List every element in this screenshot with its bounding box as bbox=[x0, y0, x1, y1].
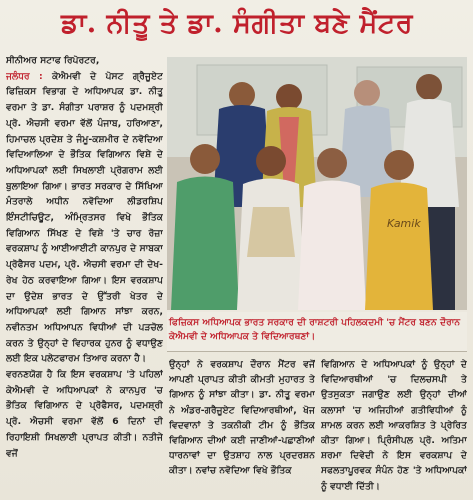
dateline-place: ਜਲੰਧਰ : bbox=[6, 70, 43, 82]
headline: ਡਾ. ਨੀਤੂ ਤੇ ਡਾ. ਸੰਗੀਤਾ ਬਣੇ ਮੈਂਟਰ bbox=[61, 8, 413, 39]
group-photo bbox=[167, 57, 467, 310]
byline: ਸੀਨੀਅਰ ਸਟਾਫ ਰਿਪੋਰਟਰ, bbox=[6, 55, 100, 66]
photo-caption: ਫਿਜ਼ਿਕਸ ਅਧਿਆਪਕ ਭਾਰਤ ਸਰਕਾਰ ਦੀ ਰਾਸ਼ਟਰੀ ਪਹਿਲਕਦਮੀ 'ਚ ਮੈਂਟਰ ਬਣਨ ਦੌਰਾਨ ਕੇਐਮਵੀ ਦੇ ਅਧਿਆਪਕ ਤੇ ਵਿਦਿਆਰਥਣਾਂ। bbox=[167, 312, 467, 352]
article-middle-column: ਉਨ੍ਹਾਂ ਨੇ ਵਰਕਸ਼ਾਪ ਦੌਰਾਨ ਮੈਂਟਰ ਵਜੋਂ ਆਪਣੀ ਪ੍ਰਾਪਤ ਕੀਤੀ ਕੀਮਤੀ ਮੁਹਾਰਤ ਤੇ ਗਿਆਨ ਨੂੰ ਸਾਂਝਾ ਕੀਤਾ। ਡਾ. ਨੀਤੂ ਵਰਮਾ ਨੇ ਅੰਡਰ-ਗਰੈਜੂਏਟ ਵਿਦਿਆਰਥੀਆਂ, ਖੋਜ ਵਿਦਵਾਨਾਂ ਤੇ ਤਕਨੀਕੀ ਟੀਮ ਨੂੰ ਭੌਤਿਕ ਵਿਗਿਆਨ ਦੀਆਂ ਕਈ ਜਾਣੀਆਂ-ਪਛਾਣੀਆਂ ਧਾਰਨਾਵਾਂ ਦਾ ਉਤਸ਼ਾਹ ਨਾਲ ਪ੍ਰਦਰਸ਼ਨ ਕੀਤਾ। ਨਵਾਂਚ ਨਵੋਦਿਆ ਵਿਖੇ ਭੌਤਿਕ bbox=[169, 359, 315, 477]
article-paragraph-2: ਵਰਨਣਯੋਗ ਹੈ ਕਿ ਇਸ ਵਰਕਸ਼ਾਪ 'ਤੇ ਪਹਿਲਾਂ ਕੇਐਮਵੀ ਦੇ ਅਧਿਆਪਕਾਂ ਨੇ ਕਾਨਪੁਰ 'ਚ ਭੌਤਿਕ ਵਿਗਿਆਨ ਦੇ ਪ੍ਰੋਫੈਸਰ, ਪਦਮਸ਼੍ਰੀ ਪ੍ਰੋ. ਐਚਸੀ ਵਰਮਾ ਵੱਲੋਂ 6 ਦਿਨਾਂ ਦੀ ਰਿਹਾਇਸ਼ੀ ਸਿਖਲਾਈ ਪ੍ਰਾਪਤ ਕੀਤੀ। ਨਤੀਜੇ ਵਜੋਂ bbox=[6, 369, 163, 459]
group-photo-illustration bbox=[167, 57, 467, 310]
tshirt-text: Kamik bbox=[387, 217, 421, 230]
article-left-column bbox=[6, 53, 163, 497]
article-paragraph-1: ਕੇਐਮਵੀ ਦੇ ਪੋਸਟ ਗ੍ਰੈਜੂਏਟ ਫਿਜ਼ਿਕਸ ਵਿਭਾਗ ਦੇ ਅਧਿਆਪਕ ਡਾ. ਨੀਤੂ ਵਰਮਾ ਤੇ ਡਾ. ਸੰਗੀਤਾ ਪਰਾਸ਼ਰ ਨੂੰ ਪਦਮਸ਼੍ਰੀ ਪ੍ਰੋ. ਐਚਸੀ ਵਰਮਾ ਵੱਲੋਂ ਪੰਜਾਬ, ਹਰਿਆਣਾ, ਹਿਮਾਚਲ ਪ੍ਰਦੇਸ਼ ਤੇ ਜੰਮੂ-ਕਸ਼ਮੀਰ ਦੇ ਨਵੋਦਿਆ ਵਿਦਿਆਲਿਆ ਦੇ ਭੌਤਿਕ ਵਿਗਿਆਨ ਵਿਸ਼ੇ ਦੇ ਅਧਿਆਪਕਾਂ ਲਈ ਸਿਖਲਾਈ ਪ੍ਰੋਗਰਾਮ ਲਈ ਬੁਲਾਇਆ ਗਿਆ। ਭਾਰਤ ਸਰਕਾਰ ਦੇ ਸਿੱਖਿਆ ਮੰਤਰਾਲੇ ਅਧੀਨ ਨਵੋਦਿਆ ਲੀਡਰਸ਼ਿਪ ਇੰਸਟੀਚਿਊਟ, ਅੰਮ੍ਰਿਤਸਰ ਵਿਖੇ ਭੌਤਿਕ ਵਿਗਿਆਨ ਸਿੱਖਣ ਦੇ ਵਿਸ਼ੇ 'ਤੇ ਚਾਰ ਰੋਜ਼ਾ ਵਰਕਸ਼ਾਪ ਨੂੰ ਆਈਆਈਟੀ ਕਾਨਪੁਰ ਦੇ ਸਾਬਕਾ ਪ੍ਰੋਫੈਸਰ ਪਦਮ, ਪ੍ਰੋ. ਐਚਸੀ ਵਰਮਾ ਦੀ ਦੇਖ-ਰੇਖ ਹੇਠ ਕਰਵਾਇਆ ਗਿਆ। ਇਸ ਵਰਕਸ਼ਾਪ ਦਾ ਉਦੇਸ਼ ਭਾਰਤ ਦੇ ਉੱਤਰੀ ਖੇਤਰ ਦੇ ਅਧਿਆਪਕਾਂ ਲਈ ਗਿਆਨ ਸਾਂਝਾ ਕਰਨ, ਨਵੀਨਤਮ ਅਧਿਆਪਨ ਵਿਧੀਆਂ ਦੀ ਪੜਚੋਲ ਕਰਨ ਤੇ ਉਨ੍ਹਾਂ ਦੇ ਵਿਹਾਰਕ ਹੁਨਰ ਨੂੰ ਵਧਾਉਣ ਲਈ ਇਕ ਪਲੇਟਫਾਰਮ ਤਿਆਰ ਕਰਨਾ ਹੈ। bbox=[6, 70, 163, 365]
byline-paragraph bbox=[6, 53, 163, 367]
article-right-column: ਵਿਗਿਆਨ ਦੇ ਅਧਿਆਪਕਾਂ ਨੂੰ ਉਨ੍ਹਾਂ ਦੇ ਵਿਦਿਆਰਥੀਆਂ 'ਚ ਦਿਲਚਸਪੀ ਤੇ ਉਤਸੁਕਤਾ ਜਗਾਉਣ ਲਈ ਉਨ੍ਹਾਂ ਦੀਆਂ ਕਲਾਸਾਂ 'ਚ ਅਜਿਹੀਆਂ ਗਤੀਵਿਧੀਆਂ ਨੂੰ ਸ਼ਾਮਲ ਕਰਨ ਲਈ ਆਕਰਸ਼ਿਤ ਤੇ ਪ੍ਰੇਰਿਤ ਕੀਤਾ ਗਿਆ। ਪ੍ਰਿੰਸੀਪਲ ਪ੍ਰੋ. ਅਤਿਮਾ ਸ਼ਰਮਾ ਦਿਵੇਦੀ ਨੇ ਇਸ ਵਰਕਸ਼ਾਪ ਦੇ ਸਫਲਤਾਪੂਰਵਕ ਸੰਪੰਨ ਹੋਣ 'ਤੇ ਅਧਿਆਪਕਾਂ ਨੂੰ ਵਧਾਈ ਦਿੱਤੀ। bbox=[321, 359, 467, 492]
